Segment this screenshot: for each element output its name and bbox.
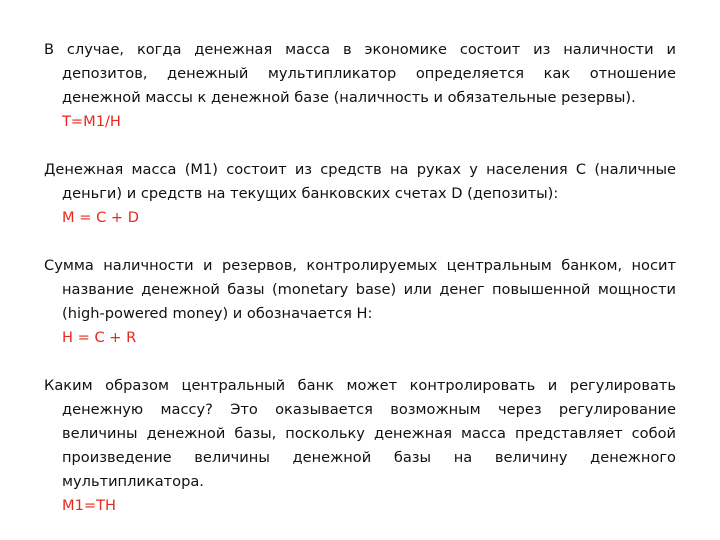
spacer [44,230,676,254]
paragraph-monetary-base: Сумма наличности и резервов, контролируемых центральным банком, носит название денежной базы (monetary base) или денег повышенной мощности (high-powered money) и обозначается Н: [44,257,676,322]
spacer [44,350,676,374]
paragraph-central-bank-control: Каким образом центральный банк может контролировать и регулировать денежную массу? Это оказывается возможным через регулирование величины денежной базы, поскольку денежная масса представляет собой произведение величины денежной базы на величину денежного мультипликатора. [44,377,676,490]
formula-monetary-base: Н = С + R [62,329,137,346]
formula-multiplier: Т=М1/Н [62,113,121,130]
formula-money-supply-product: М1=ТН [62,497,116,514]
slide-content [44,38,676,518]
paragraph-money-supply-composition: Денежная масса (М1) состоит из средств на руках у населения С (наличные деньги) и средств на текущих банковских счетах D (депозиты): [44,161,676,202]
paragraph-money-multiplier-definition: В случае, когда денежная масса в экономике состоит из наличности и депозитов, денежный мультипликатор определяется как отношение денежной массы к денежной базе (наличность и обязательные резервы). [44,41,676,106]
spacer [44,134,676,158]
formula-money-supply: M = C + D [62,209,140,226]
